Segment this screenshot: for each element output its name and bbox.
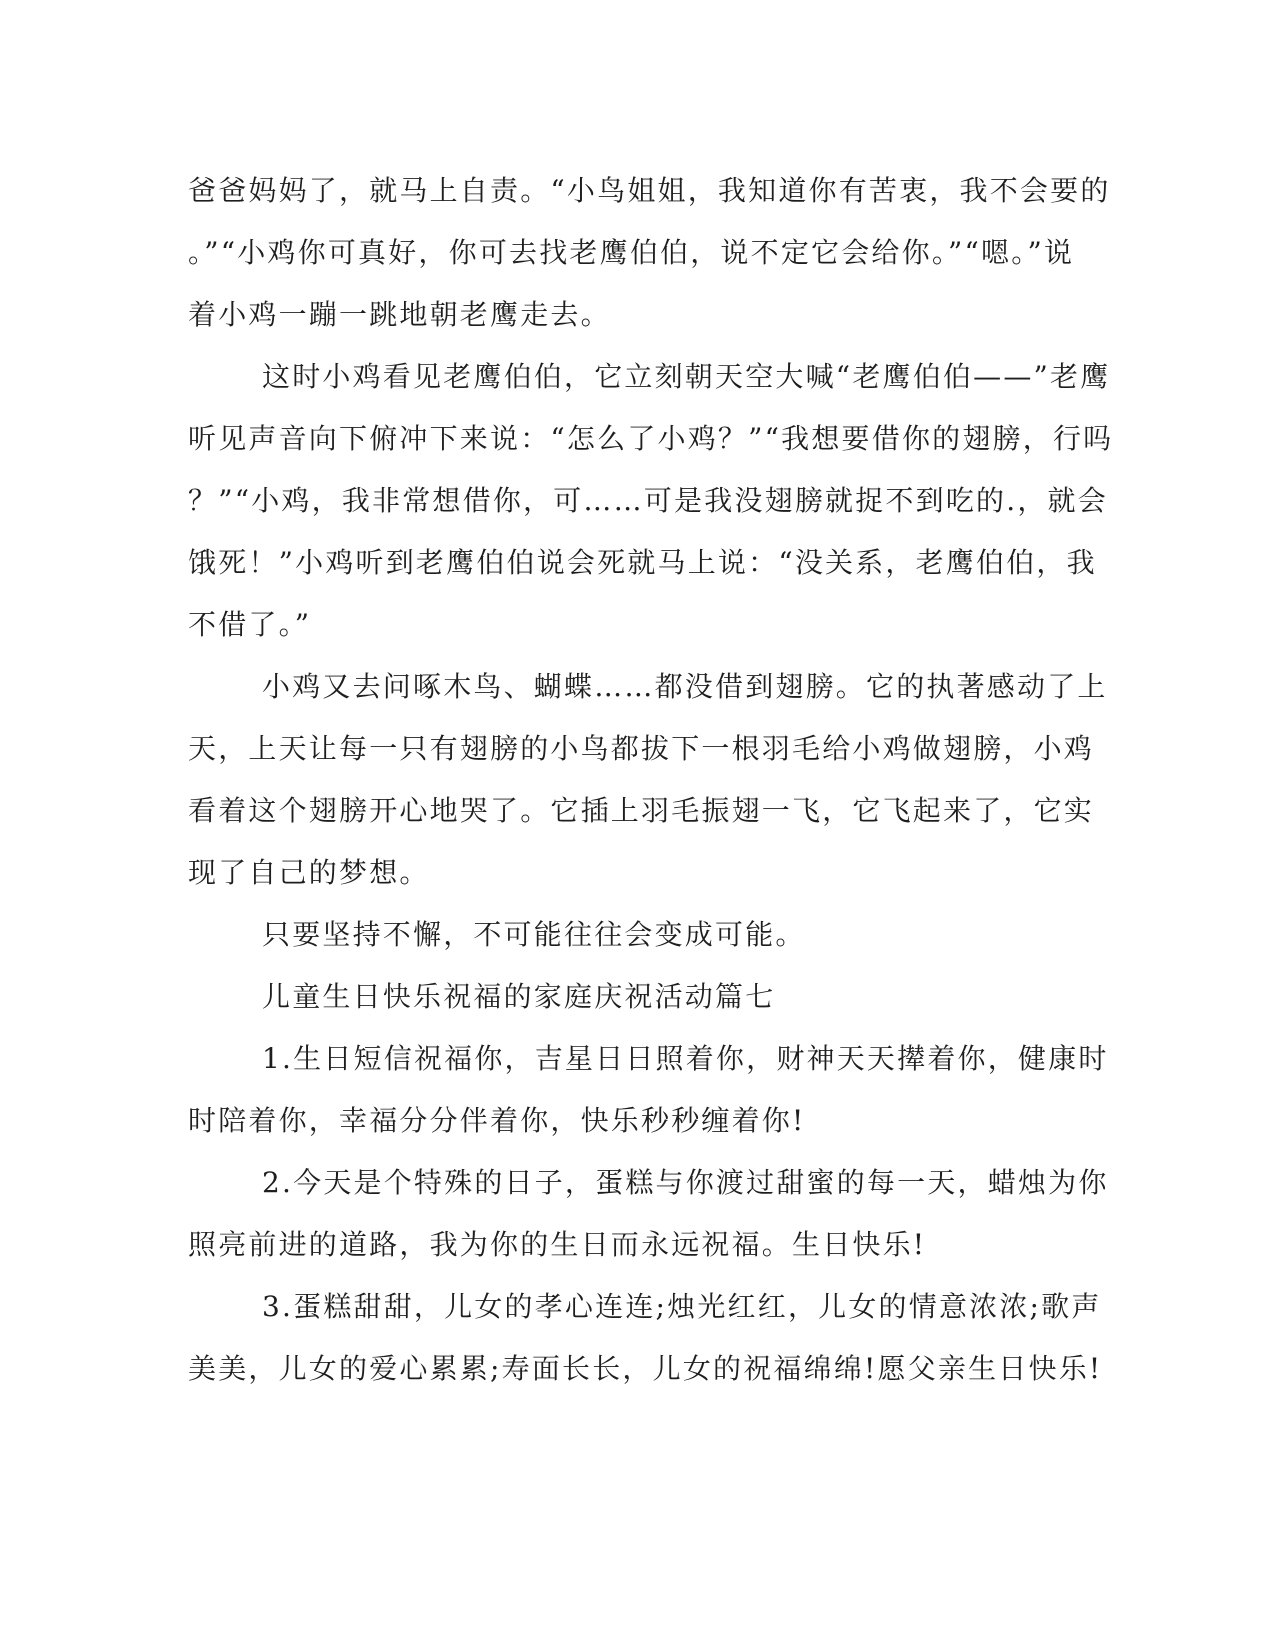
text-line-11: 看着这个翅膀开心地哭了。它插上羽毛振翅一飞，它飞起来了，它实 xyxy=(188,794,1095,827)
text-line-13: 只要坚持不懈，不可能往往会变成可能。 xyxy=(262,918,806,951)
document-body xyxy=(188,160,1114,1400)
text-line-1: 爸爸妈妈了，就马上自责。“小鸟姐姐，我知道你有苦衷，我不会要的 xyxy=(188,174,1111,207)
text-line-5: 听见声音向下俯冲下来说：“怎么了小鸡？”“我想要借你的翅膀，行吗 xyxy=(188,422,1114,455)
text-line-12: 现了自己的梦想。 xyxy=(188,856,430,889)
text-line-15: 1.生日短信祝福你，吉星日日照着你，财神天天撵着你，健康时 xyxy=(262,1042,1109,1075)
text-line-18: 照亮前进的道路，我为你的生日而永远祝福。生日快乐! xyxy=(188,1228,927,1261)
text-line-19: 3.蛋糕甜甜，儿女的孝心连连;烛光红红，儿女的情意浓浓;歌声 xyxy=(262,1290,1102,1323)
text-line-8: 不借了。” xyxy=(188,608,312,641)
text-line-6: ？”“小鸡，我非常想借你，可……可是我没翅膀就捉不到吃的.，就会 xyxy=(188,484,1108,517)
text-line-16: 时陪着你，幸福分分伴着你，快乐秒秒缠着你! xyxy=(188,1104,806,1137)
text-line-2: 。”“小鸡你可真好，你可去找老鹰伯伯，说不定它会给你。”“嗯。”说 xyxy=(188,236,1075,269)
text-line-3: 着小鸡一蹦一跳地朝老鹰走去。 xyxy=(188,298,611,331)
text-line-17: 2.今天是个特殊的日子，蛋糕与你渡过甜蜜的每一天，蜡烛为你 xyxy=(262,1166,1109,1199)
text-line-4: 这时小鸡看见老鹰伯伯，它立刻朝天空大喊“老鹰伯伯——”老鹰 xyxy=(262,360,1111,393)
text-line-7: 饿死！”小鸡听到老鹰伯伯说会死就马上说：“没关系，老鹰伯伯，我 xyxy=(188,546,1097,579)
text-line-10: 天，上天让每一只有翅膀的小鸟都拔下一根羽毛给小鸡做翅膀，小鸡 xyxy=(188,732,1095,765)
text-line-20: 美美，儿女的爱心累累;寿面长长，儿女的祝福绵绵!愿父亲生日快乐! xyxy=(188,1352,1103,1385)
section-heading: 儿童生日快乐祝福的家庭庆祝活动篇七 xyxy=(262,980,776,1013)
text-line-9: 小鸡又去问啄木鸟、蝴蝶……都没借到翅膀。它的执著感动了上 xyxy=(262,670,1108,703)
